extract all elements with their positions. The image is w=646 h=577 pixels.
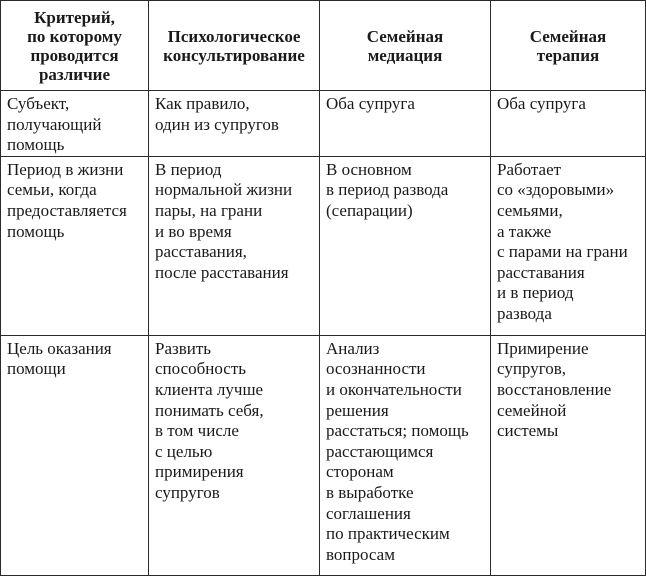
header-row <box>1 1 646 91</box>
therapy-cell: Работает со «здоровыми» семьями, а также с парами на грани расставания и в период развода <box>491 156 646 335</box>
counseling-cell: В период нормальной жизни пары, на грани и во время расставания, после расставания <box>149 156 320 335</box>
mediation-cell: Оба супруга <box>320 91 491 157</box>
header-family-mediation: Семейная медиация <box>320 1 491 91</box>
header-family-therapy: Семейная терапия <box>491 1 646 91</box>
table-row <box>1 91 646 157</box>
criterion-cell: Период в жизни семьи, когда предоставляется помощь <box>1 156 149 335</box>
counseling-cell: Как правило, один из супругов <box>149 91 320 157</box>
mediation-cell: Анализ осознанности и окончательности решения расстаться; помощь расстающимся сторонам в выработке соглашения по практическим вопросам <box>320 335 491 575</box>
therapy-cell: Оба супруга <box>491 91 646 157</box>
table-row <box>1 156 646 335</box>
therapy-cell: Примирение супругов, восстановление семейной системы <box>491 335 646 575</box>
header-criterion: Критерий, по которому проводится различие <box>1 1 149 91</box>
table-row <box>1 335 646 575</box>
mediation-cell: В основном в период развода (сепарации) <box>320 156 491 335</box>
criterion-cell: Цель оказания помощи <box>1 335 149 575</box>
header-psychological-counseling: Психологическое консультирование <box>149 1 320 91</box>
criterion-cell: Субъект, получающий помощь <box>1 91 149 157</box>
counseling-cell: Развить способность клиента лучше понимать себя, в том числе с целью примирения супругов <box>149 335 320 575</box>
